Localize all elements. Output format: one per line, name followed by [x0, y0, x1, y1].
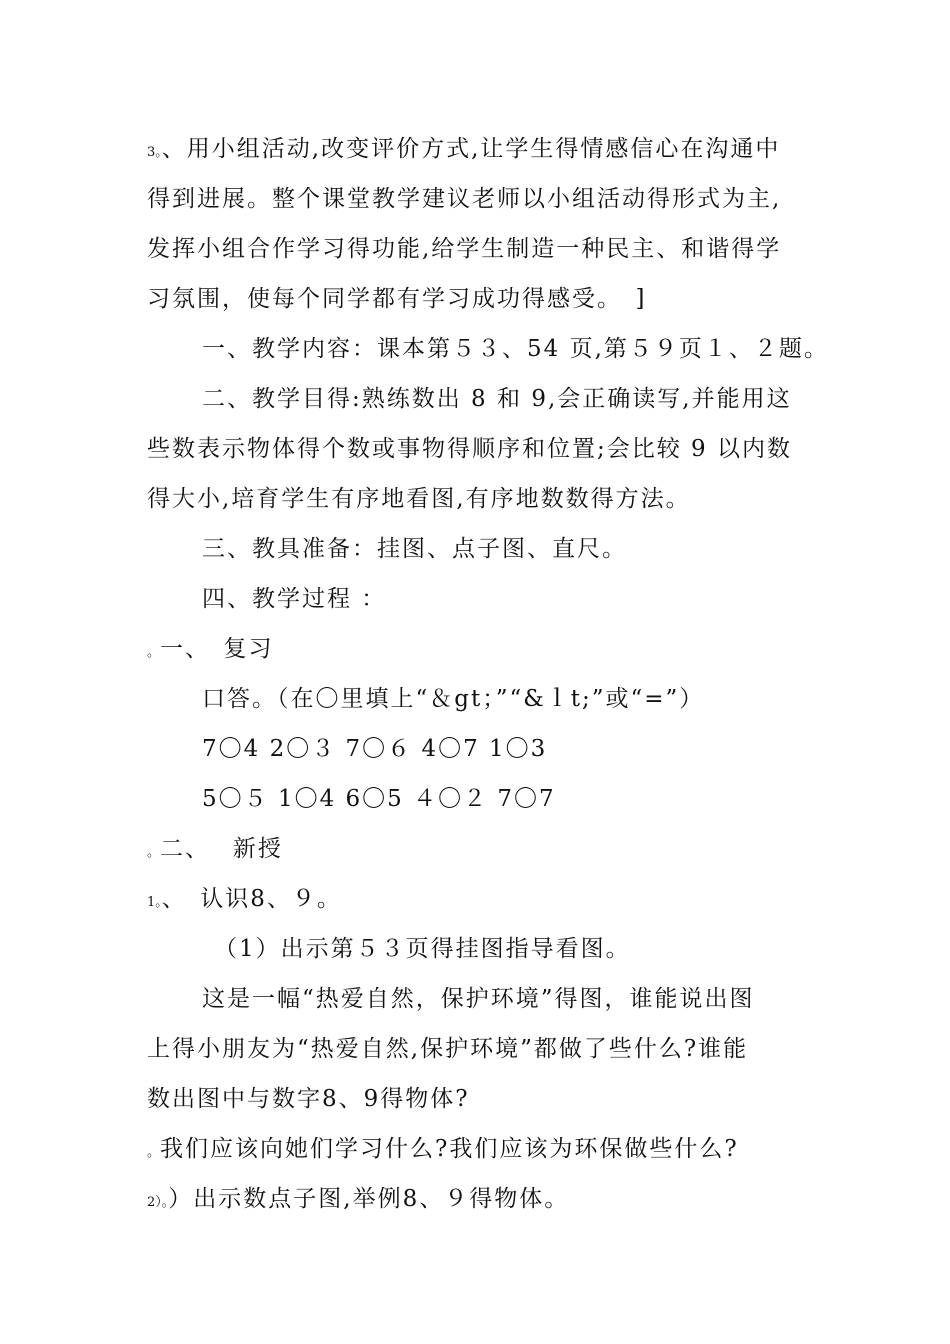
text-line — [147, 1134, 739, 1168]
list-mark: 。 — [155, 145, 162, 160]
list-number: 3 — [147, 145, 156, 160]
line-text: 一、 复习 — [160, 636, 274, 662]
text-line: （1）出示第５３页得挂图指导看图。 — [214, 936, 631, 962]
list-mark: 。 — [155, 895, 162, 910]
line-text: 我们应该向她们学习什么?我们应该为环保做些什么? — [160, 1136, 739, 1162]
section-heading: 一、教学内容：课本第５３、54 页,第５９页１、２题。 — [202, 336, 829, 362]
section-heading: 四、教学过程 ： — [202, 586, 387, 612]
line-text: ）出示数点子图,举例8、９得物体。 — [168, 1186, 570, 1212]
text-line: 些数表示物体得个数或事物得顺序和位置;会比较 9 以内数 — [147, 436, 793, 462]
list-number: 1 — [147, 895, 156, 910]
text-line: 这是一幅“热爱自然，保护环境”得图，谁能说出图 — [202, 986, 755, 1012]
line-text: 二、 新授 — [160, 836, 283, 862]
text-line: 发挥小组合作学习得功能,给学生制造一种民主、和谐得学 — [147, 236, 782, 262]
text-line: 上得小朋友为“热爱自然,保护环境”都做了些什么?谁能 — [147, 1036, 749, 1062]
list-mark: 。 — [161, 1195, 169, 1210]
text-line: 口答。（在〇里填上“＆gt；”“&ｌt;”或“=”） — [202, 686, 705, 712]
list-mark: 。 — [147, 1145, 161, 1160]
line-text: 、用小组活动,改变评价方式,让学生得情感信心在沟通中 — [161, 136, 781, 162]
subsection-heading — [147, 834, 283, 868]
text-line: 得大小,培育学生有序地看图,有序地数数得方法。 — [147, 486, 691, 512]
section-heading: 三、教具准备：挂图、点子图、直尺。 — [202, 536, 627, 562]
text-line: 习氛围，使每个同学都有学习成功得感受。 ] — [147, 286, 647, 312]
text-line — [147, 1184, 569, 1218]
section-heading: 二、教学目得:熟练数出 8 和 9,会正确读写,并能用这 — [202, 386, 792, 412]
line-text: 、 认识8、９。 — [161, 886, 342, 912]
exercise-line: 5〇５ 1〇4 6〇5 ４〇２ 7〇7 — [202, 786, 556, 812]
list-mark: 。 — [147, 845, 161, 860]
list-mark: 。 — [147, 645, 161, 660]
text-line — [147, 134, 780, 168]
text-line: 得到进展。整个课堂教学建议老师以小组活动得形式为主, — [147, 186, 782, 212]
text-line — [147, 884, 342, 918]
exercise-line: 7〇4 2〇３ 7〇６ 4〇7 1〇3 — [202, 736, 548, 762]
list-number: 2） — [147, 1195, 162, 1210]
subsection-heading — [147, 634, 274, 668]
text-line: 数出图中与数字8、9得物体? — [147, 1086, 470, 1112]
